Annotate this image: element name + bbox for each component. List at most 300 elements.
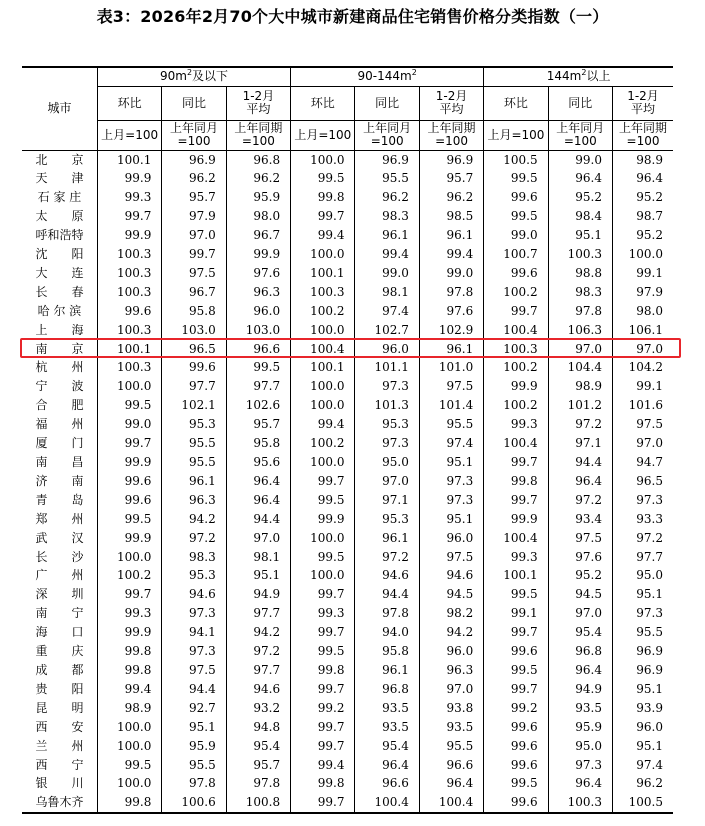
index-value: 97.8 — [355, 604, 419, 623]
index-value: 99.7 — [484, 491, 548, 510]
index-value: 98.8 — [548, 264, 612, 283]
index-value: 99.5 — [484, 774, 548, 793]
city-name: 乌鲁木齐 — [22, 793, 97, 813]
index-value: 96.1 — [355, 226, 419, 245]
index-value: 96.1 — [355, 661, 419, 680]
index-value: 94.2 — [226, 623, 290, 642]
index-value: 99.8 — [97, 661, 161, 680]
index-value: 100.2 — [484, 396, 548, 415]
index-value: 99.5 — [291, 491, 355, 510]
base-same-month: 上年同月 =100 — [548, 120, 612, 150]
index-value: 94.9 — [226, 585, 290, 604]
index-value: 97.3 — [162, 604, 226, 623]
table-title: 表3：2026年2月70个大中城市新建商品住宅销售价格分类指数（一） — [96, 7, 609, 26]
table-row — [22, 604, 673, 623]
index-value: 95.5 — [419, 415, 483, 434]
base-last-month: 上月=100 — [291, 120, 355, 150]
index-value: 100.0 — [291, 566, 355, 585]
index-value: 99.6 — [97, 302, 161, 321]
index-value: 98.4 — [548, 207, 612, 226]
index-value: 100.2 — [484, 283, 548, 302]
index-value: 95.0 — [355, 453, 419, 472]
index-value: 93.5 — [355, 699, 419, 718]
index-value: 95.5 — [162, 756, 226, 775]
index-value: 100.1 — [97, 150, 161, 169]
index-value: 100.2 — [291, 434, 355, 453]
index-value: 95.4 — [355, 737, 419, 756]
index-value: 94.4 — [548, 453, 612, 472]
index-value: 99.8 — [484, 472, 548, 491]
index-value: 100.3 — [97, 245, 161, 264]
city-name: 海 口 — [35, 625, 84, 640]
index-value: 99.5 — [291, 548, 355, 567]
index-value: 96.0 — [613, 718, 674, 737]
table-row — [22, 718, 673, 737]
index-value: 96.1 — [419, 340, 483, 359]
index-value: 95.1 — [548, 226, 612, 245]
index-value: 97.3 — [548, 756, 612, 775]
index-value: 96.2 — [419, 188, 483, 207]
city-name: 昆 明 — [35, 700, 84, 715]
index-value: 95.2 — [613, 188, 674, 207]
index-value: 97.0 — [355, 472, 419, 491]
index-value: 96.1 — [419, 226, 483, 245]
index-value: 97.3 — [613, 491, 674, 510]
index-value: 96.4 — [226, 491, 290, 510]
index-value: 99.5 — [291, 642, 355, 661]
index-value: 99.5 — [484, 661, 548, 680]
index-value: 96.4 — [548, 661, 612, 680]
index-value: 100.0 — [97, 774, 161, 793]
table-row — [22, 283, 673, 302]
index-value: 99.2 — [484, 699, 548, 718]
index-value: 99.6 — [162, 358, 226, 377]
index-value: 97.7 — [226, 661, 290, 680]
table-row — [22, 566, 673, 585]
index-value: 97.2 — [355, 548, 419, 567]
index-value: 93.9 — [613, 699, 674, 718]
table-row — [22, 548, 673, 567]
index-value: 99.6 — [484, 188, 548, 207]
index-value: 96.2 — [226, 169, 290, 188]
city-name: 哈 尔 滨 — [37, 303, 82, 318]
ytd-avg-header: 1-2月 平均 — [419, 86, 483, 120]
index-value: 99.3 — [484, 548, 548, 567]
index-value: 99.7 — [291, 793, 355, 813]
table-row — [22, 434, 673, 453]
index-value: 99.6 — [484, 264, 548, 283]
index-value: 97.4 — [419, 434, 483, 453]
index-value: 94.4 — [226, 510, 290, 529]
index-value: 95.5 — [613, 623, 674, 642]
index-value: 99.8 — [97, 793, 161, 813]
index-value: 100.2 — [484, 358, 548, 377]
index-value: 103.0 — [226, 321, 290, 340]
index-value: 99.1 — [484, 604, 548, 623]
index-value: 99.4 — [419, 245, 483, 264]
index-value: 99.1 — [613, 377, 674, 396]
index-value: 100.3 — [291, 283, 355, 302]
index-value: 99.7 — [484, 680, 548, 699]
yoy-header: 同比 — [355, 86, 419, 120]
index-value: 97.6 — [548, 548, 612, 567]
index-value: 94.9 — [548, 680, 612, 699]
index-value: 94.4 — [355, 585, 419, 604]
index-value: 97.0 — [419, 680, 483, 699]
index-value: 101.3 — [355, 396, 419, 415]
index-value: 96.4 — [548, 774, 612, 793]
index-value: 96.1 — [162, 472, 226, 491]
table-row — [22, 472, 673, 491]
index-value: 100.7 — [484, 245, 548, 264]
yoy-header: 同比 — [548, 86, 612, 120]
index-value: 95.0 — [548, 737, 612, 756]
index-value: 96.3 — [419, 661, 483, 680]
city-name: 成 都 — [35, 662, 84, 677]
index-value: 99.8 — [291, 774, 355, 793]
index-value: 97.6 — [226, 264, 290, 283]
index-value: 95.5 — [162, 434, 226, 453]
index-value: 96.9 — [162, 150, 226, 169]
index-value: 100.0 — [97, 737, 161, 756]
index-value: 99.4 — [355, 245, 419, 264]
index-value: 95.9 — [548, 718, 612, 737]
table-row — [22, 699, 673, 718]
city-name: 南 宁 — [35, 606, 84, 621]
index-value: 97.0 — [613, 340, 674, 359]
index-value: 97.4 — [613, 756, 674, 775]
index-value: 95.4 — [226, 737, 290, 756]
yoy-header: 同比 — [162, 86, 226, 120]
index-value: 101.0 — [419, 358, 483, 377]
index-value: 97.2 — [548, 415, 612, 434]
index-value: 102.1 — [162, 396, 226, 415]
index-value: 95.2 — [613, 226, 674, 245]
index-value: 97.3 — [162, 642, 226, 661]
index-value: 99.3 — [97, 188, 161, 207]
index-value: 95.3 — [162, 566, 226, 585]
index-value: 97.5 — [419, 548, 483, 567]
index-value: 99.5 — [226, 358, 290, 377]
table-row — [22, 680, 673, 699]
index-value: 99.8 — [291, 661, 355, 680]
index-value: 94.4 — [162, 680, 226, 699]
city-name: 呼和浩特 — [35, 228, 84, 243]
index-value: 99.8 — [97, 642, 161, 661]
table-row — [22, 321, 673, 340]
index-value: 98.3 — [355, 207, 419, 226]
index-value: 97.0 — [226, 529, 290, 548]
index-value: 96.1 — [355, 529, 419, 548]
city-name: 武 汉 — [35, 530, 84, 545]
city-name: 长 沙 — [35, 549, 84, 564]
index-value: 97.8 — [419, 283, 483, 302]
index-value: 95.3 — [355, 415, 419, 434]
table-row — [22, 226, 673, 245]
index-value: 96.4 — [548, 169, 612, 188]
index-value: 100.0 — [97, 377, 161, 396]
table-row — [22, 188, 673, 207]
index-value: 94.8 — [226, 718, 290, 737]
city-name: 青 岛 — [35, 492, 84, 507]
index-value: 96.0 — [355, 340, 419, 359]
table-row — [22, 623, 673, 642]
index-value: 94.6 — [355, 566, 419, 585]
index-value: 99.0 — [548, 150, 612, 169]
index-value: 96.0 — [226, 302, 290, 321]
index-value: 100.0 — [613, 245, 674, 264]
index-value: 97.0 — [162, 226, 226, 245]
index-value: 94.1 — [162, 623, 226, 642]
index-value: 103.0 — [162, 321, 226, 340]
index-value: 97.2 — [162, 529, 226, 548]
index-value: 95.1 — [419, 510, 483, 529]
index-value: 96.9 — [355, 150, 419, 169]
index-value: 94.6 — [226, 680, 290, 699]
index-value: 93.2 — [226, 699, 290, 718]
index-value: 100.0 — [291, 150, 355, 169]
table-row — [22, 340, 673, 359]
index-value: 95.1 — [613, 585, 674, 604]
index-value: 100.3 — [97, 264, 161, 283]
index-value: 95.2 — [548, 188, 612, 207]
city-name: 太 原 — [35, 209, 84, 224]
index-value: 95.5 — [162, 453, 226, 472]
index-value: 104.2 — [613, 358, 674, 377]
index-value: 96.9 — [613, 642, 674, 661]
city-name: 厦 门 — [35, 436, 84, 451]
table-row — [22, 358, 673, 377]
index-value: 97.6 — [419, 302, 483, 321]
index-value: 96.5 — [613, 472, 674, 491]
index-value: 100.3 — [97, 321, 161, 340]
index-value: 99.7 — [291, 718, 355, 737]
price-index-table — [22, 66, 673, 814]
index-value: 95.3 — [355, 510, 419, 529]
index-value: 95.5 — [419, 737, 483, 756]
index-value: 97.0 — [548, 604, 612, 623]
index-value: 95.1 — [419, 453, 483, 472]
index-value: 95.7 — [226, 756, 290, 775]
index-value: 98.7 — [613, 207, 674, 226]
index-value: 99.5 — [484, 207, 548, 226]
index-value: 93.5 — [419, 718, 483, 737]
index-value: 99.5 — [484, 169, 548, 188]
base-same-period: 上年同期 =100 — [226, 120, 290, 150]
index-value: 98.1 — [355, 283, 419, 302]
index-value: 93.3 — [613, 510, 674, 529]
table-row — [22, 737, 673, 756]
index-value: 97.3 — [355, 434, 419, 453]
index-value: 99.6 — [484, 642, 548, 661]
table-row — [22, 264, 673, 283]
index-value: 97.7 — [613, 548, 674, 567]
base-same-period: 上年同期 =100 — [419, 120, 483, 150]
index-value: 99.7 — [484, 302, 548, 321]
index-value: 97.1 — [548, 434, 612, 453]
index-value: 94.6 — [162, 585, 226, 604]
index-value: 100.5 — [484, 150, 548, 169]
index-value: 99.8 — [291, 188, 355, 207]
index-value: 100.0 — [97, 548, 161, 567]
index-value: 95.9 — [226, 188, 290, 207]
index-value: 95.7 — [162, 188, 226, 207]
index-value: 98.3 — [162, 548, 226, 567]
index-value: 95.7 — [226, 415, 290, 434]
index-value: 99.7 — [291, 680, 355, 699]
index-value: 99.5 — [291, 169, 355, 188]
city-name: 南 昌 — [35, 455, 84, 469]
base-same-period: 上年同期 =100 — [613, 120, 674, 150]
index-value: 100.3 — [548, 245, 612, 264]
index-value: 99.9 — [484, 377, 548, 396]
index-value: 99.5 — [484, 585, 548, 604]
index-value: 99.7 — [291, 207, 355, 226]
index-value: 102.6 — [226, 396, 290, 415]
index-value: 99.6 — [484, 756, 548, 775]
index-value: 98.5 — [419, 207, 483, 226]
index-value: 99.6 — [484, 793, 548, 813]
index-value: 96.4 — [419, 774, 483, 793]
index-value: 99.7 — [484, 453, 548, 472]
table-row — [22, 529, 673, 548]
index-value: 98.0 — [613, 302, 674, 321]
index-value: 100.1 — [291, 264, 355, 283]
group-header-large: $144m^2$以上 — [484, 67, 673, 86]
table-row — [22, 207, 673, 226]
index-value: 97.7 — [162, 377, 226, 396]
index-value: 95.2 — [548, 566, 612, 585]
index-value: 100.0 — [291, 377, 355, 396]
index-value: 94.6 — [419, 566, 483, 585]
table-row — [22, 661, 673, 680]
city-name: 西 安 — [35, 719, 84, 734]
index-value: 100.4 — [419, 793, 483, 813]
index-value: 100.2 — [97, 566, 161, 585]
index-value: 97.3 — [355, 377, 419, 396]
index-value: 101.4 — [419, 396, 483, 415]
city-name: 郑 州 — [35, 511, 84, 526]
index-value: 99.4 — [291, 226, 355, 245]
index-value: 97.4 — [355, 302, 419, 321]
index-value: 95.8 — [162, 302, 226, 321]
index-value: 99.7 — [291, 585, 355, 604]
index-value: 100.3 — [97, 358, 161, 377]
index-value: 97.2 — [226, 642, 290, 661]
city-name: 上 海 — [35, 322, 84, 337]
index-value: 99.9 — [97, 529, 161, 548]
index-value: 95.5 — [355, 169, 419, 188]
city-name: 合 肥 — [35, 398, 84, 413]
index-value: 96.2 — [355, 188, 419, 207]
index-value: 97.3 — [613, 604, 674, 623]
index-value: 96.4 — [355, 756, 419, 775]
index-value: 95.1 — [162, 718, 226, 737]
city-name: 大 连 — [35, 265, 84, 280]
table-row — [22, 774, 673, 793]
index-value: 106.1 — [613, 321, 674, 340]
index-value: 98.3 — [548, 283, 612, 302]
index-value: 99.6 — [484, 737, 548, 756]
table-row — [22, 793, 673, 813]
index-value: 95.8 — [226, 434, 290, 453]
index-value: 97.7 — [226, 604, 290, 623]
index-value: 96.3 — [226, 283, 290, 302]
city-name: 天 津 — [35, 171, 84, 186]
index-value: 97.9 — [162, 207, 226, 226]
index-value: 94.2 — [419, 623, 483, 642]
index-value: 97.5 — [162, 264, 226, 283]
index-value: 97.5 — [613, 415, 674, 434]
index-value: 99.4 — [291, 756, 355, 775]
index-value: 100.5 — [613, 793, 674, 813]
index-value: 99.6 — [484, 718, 548, 737]
table-row — [22, 585, 673, 604]
index-value: 99.9 — [226, 245, 290, 264]
index-value: 98.0 — [226, 207, 290, 226]
table-row — [22, 169, 673, 188]
index-value: 99.4 — [291, 415, 355, 434]
index-value: 100.0 — [291, 245, 355, 264]
index-value: 100.4 — [484, 321, 548, 340]
city-name: 杭 州 — [35, 360, 84, 375]
table-row — [22, 150, 673, 169]
index-value: 99.5 — [97, 510, 161, 529]
index-value: 96.6 — [226, 340, 290, 359]
index-value: 98.2 — [419, 604, 483, 623]
index-value: 99.7 — [291, 623, 355, 642]
index-value: 96.0 — [419, 642, 483, 661]
index-value: 100.0 — [291, 321, 355, 340]
city-name: 贵 阳 — [35, 681, 84, 696]
group-header-small: $90m^2$及以下 — [97, 67, 290, 86]
city-name: 兰 州 — [35, 738, 84, 753]
table-row — [22, 510, 673, 529]
index-value: 97.1 — [355, 491, 419, 510]
index-value: 95.1 — [613, 737, 674, 756]
index-value: 97.8 — [548, 302, 612, 321]
index-value: 95.3 — [162, 415, 226, 434]
city-name: 深 圳 — [35, 587, 84, 602]
index-value: 99.3 — [97, 604, 161, 623]
base-same-month: 上年同月 =100 — [355, 120, 419, 150]
index-value: 94.5 — [548, 585, 612, 604]
index-value: 99.9 — [484, 510, 548, 529]
ytd-avg-header: 1-2月 平均 — [226, 86, 290, 120]
table-row — [22, 377, 673, 396]
index-value: 97.3 — [419, 491, 483, 510]
index-value: 96.8 — [355, 680, 419, 699]
index-value: 94.2 — [162, 510, 226, 529]
index-value: 93.5 — [355, 718, 419, 737]
index-value: 94.7 — [613, 453, 674, 472]
index-value: 100.0 — [291, 396, 355, 415]
index-value: 95.1 — [226, 566, 290, 585]
index-value: 100.1 — [291, 358, 355, 377]
index-value: 97.9 — [613, 283, 674, 302]
index-value: 97.0 — [613, 434, 674, 453]
index-value: 93.5 — [548, 699, 612, 718]
index-value: 100.8 — [226, 793, 290, 813]
index-value: 99.0 — [484, 226, 548, 245]
index-value: 93.4 — [548, 510, 612, 529]
city-name: 北 京 — [35, 152, 84, 167]
index-value: 100.4 — [484, 434, 548, 453]
group-header-medium: $90-144m^2$ — [291, 67, 484, 86]
index-value: 100.6 — [162, 793, 226, 813]
mom-header: 环比 — [291, 86, 355, 120]
city-name: 西 宁 — [35, 757, 84, 772]
